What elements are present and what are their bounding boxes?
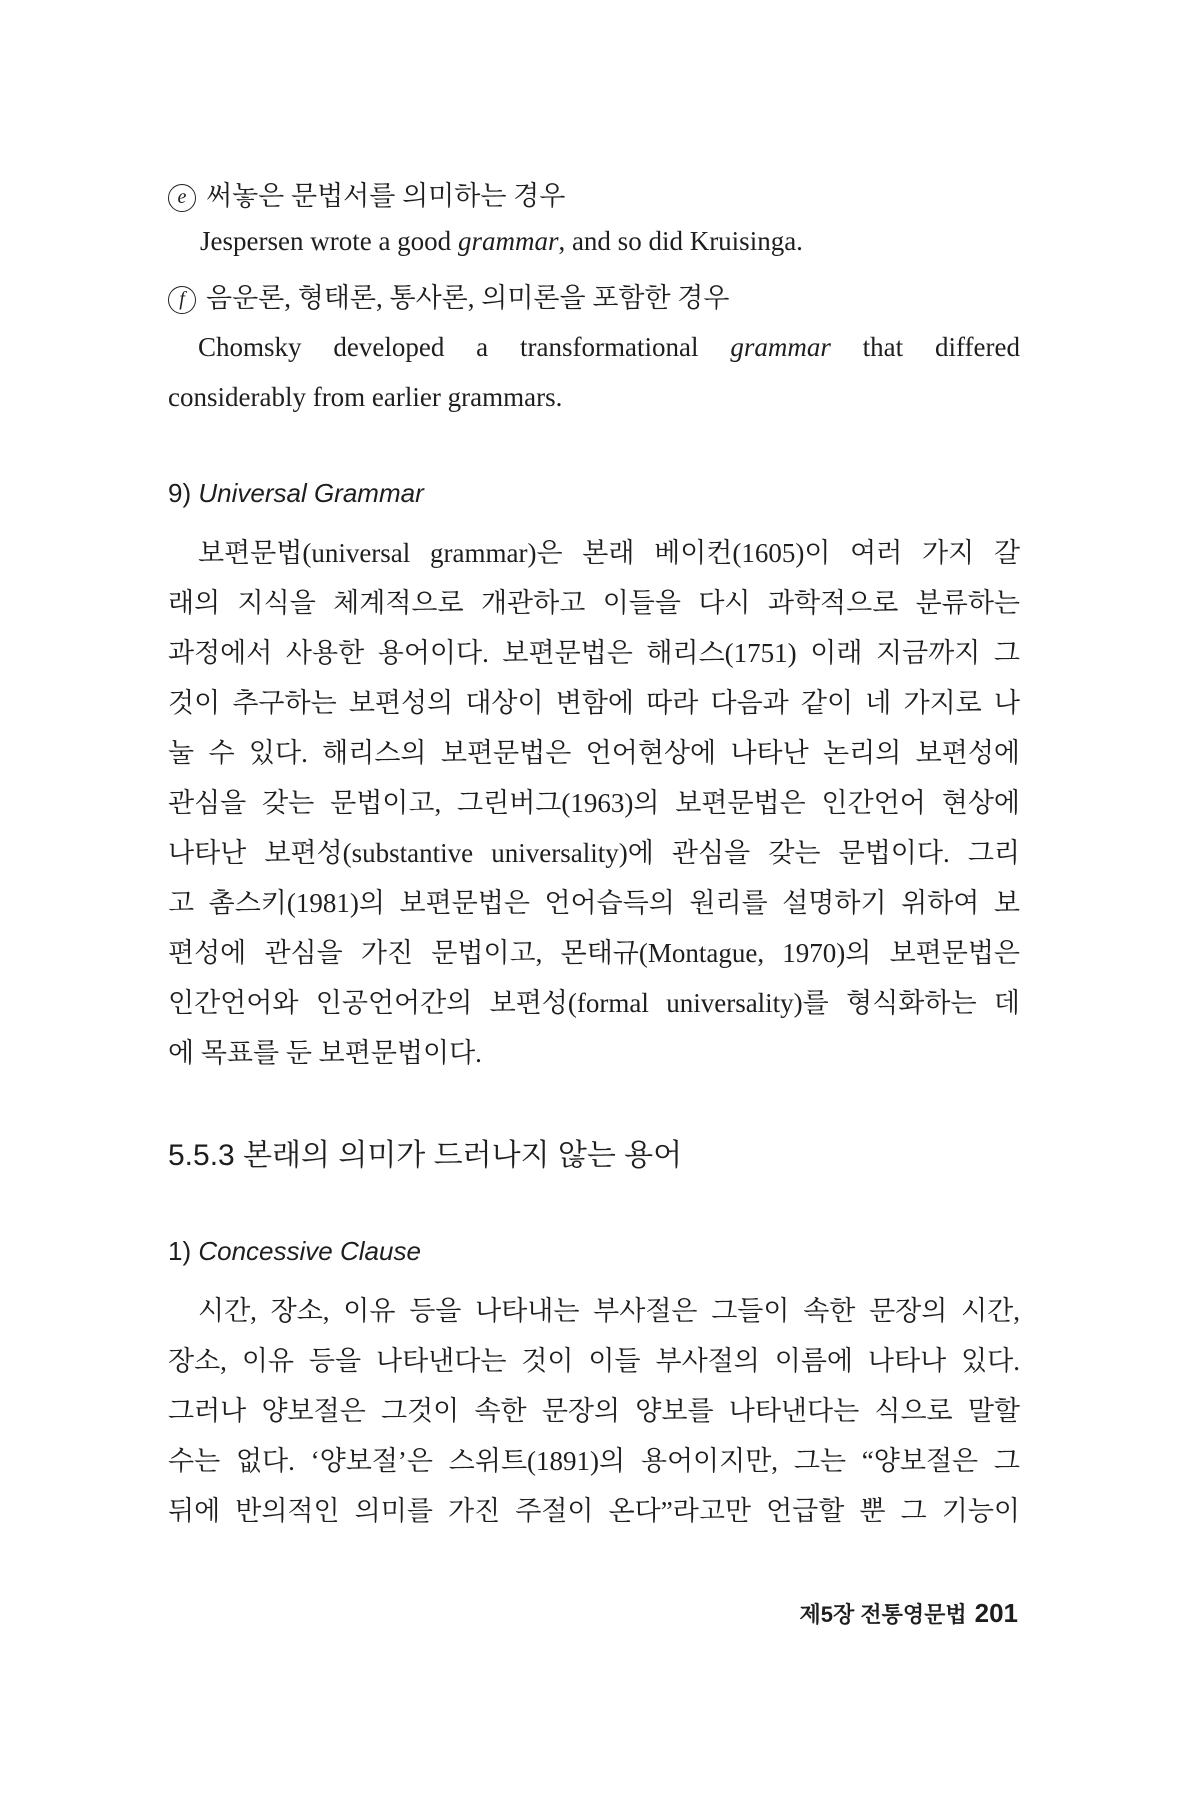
chapter-label: 제5장 전통영문법 [799,1602,967,1627]
paragraph-line: 것이 추구하는 보편성의 대상이 변함에 따라 다음과 같이 네 가지로 나 [168,688,1020,718]
subsection-title: Concessive Clause [198,1236,421,1266]
circled-marker-f: f [168,286,196,314]
example-text: , and so did Kruisinga. [558,226,803,256]
subsection-heading-9 [168,478,424,509]
paragraph-line: 그러나 양보절은 그것이 속한 문장의 양보를 나타낸다는 식으로 말할 [168,1396,1020,1426]
page-number: 201 [974,1598,1018,1628]
paragraph-line: 보편문법(universal grammar)은 본래 베이컨(1605)이 여러 가지 갈 [198,538,1020,568]
item-f-text: 음운론, 형태론, 통사론, 의미론을 포함한 경우 [206,283,730,313]
subsection-heading-1 [168,1236,421,1267]
item-e-text: 써놓은 문법서를 의미하는 경우 [206,181,566,211]
paragraph-line: 장소, 이유 등을 나타낸다는 것이 이들 부사절의 이름에 나타나 있다. [168,1346,1020,1376]
example-italic: grammar [457,226,559,256]
paragraph-line: 나타난 보편성(substantive universality)에 관심을 갖는 문법이다. 그리 [168,838,1020,868]
paragraph-line: 관심을 갖는 문법이고, 그린버그(1963)의 보편문법은 인간언어 현상에 [168,788,1020,818]
paragraph-line: 과정에서 사용한 용어이다. 보편문법은 해리스(1751) 이래 지금까지 그 [168,638,1020,668]
item-f-example-line1 [168,322,1020,372]
example-text: Chomsky developed a transformational [198,332,731,362]
paragraph-line: 눌 수 있다. 해리스의 보편문법은 언어현상에 나타난 논리의 보편성에 [168,738,1020,768]
example-italic: grammar [730,332,831,362]
paragraph-line: 시간, 장소, 이유 등을 나타내는 부사절은 그들이 속한 문장의 시간, [198,1296,1020,1326]
example-text: that differed [830,332,1020,362]
paragraph-line: 편성에 관심을 가진 문법이고, 몬태규(Montague, 1970)의 보편문법은 [168,938,1020,968]
example-text: Jespersen wrote a good [200,226,458,256]
section-heading: 5.5.3 본래의 의미가 드러나지 않는 용어 [168,1139,683,1172]
paragraph-line: 뒤에 반의적인 의미를 가진 주절이 온다”라고만 언급할 뿐 그 기능이 [168,1496,1020,1526]
item-e-heading [168,174,565,213]
item-f-example-line2: considerably from earlier grammars. [168,382,563,412]
universal-grammar-paragraph [168,528,1020,1078]
subsection-number: 1) [168,1236,192,1266]
paragraph-line: 인간언어와 인공언어간의 보편성(formal universality)를 형식화하는 데 [168,988,1020,1018]
concessive-clause-paragraph [168,1286,1020,1536]
subsection-number: 9) [168,478,192,508]
paragraph-line: 고 촘스키(1981)의 보편문법은 언어습득의 원리를 설명하기 위하여 보 [168,888,1020,918]
paragraph-line: 래의 지식을 체계적으로 개관하고 이들을 다시 과학적으로 분류하는 [168,588,1020,618]
item-f-heading [168,276,729,315]
item-e-example [200,226,803,257]
paragraph-line: 에 목표를 둔 보편문법이다. [168,1038,482,1068]
circled-marker-e: e [168,184,196,212]
subsection-title: Universal Grammar [198,478,424,508]
page-footer [799,1598,1018,1629]
paragraph-line: 수는 없다. ‘양보절’은 스위트(1891)의 용어이지만, 그는 “양보절은 그 [168,1446,1020,1476]
